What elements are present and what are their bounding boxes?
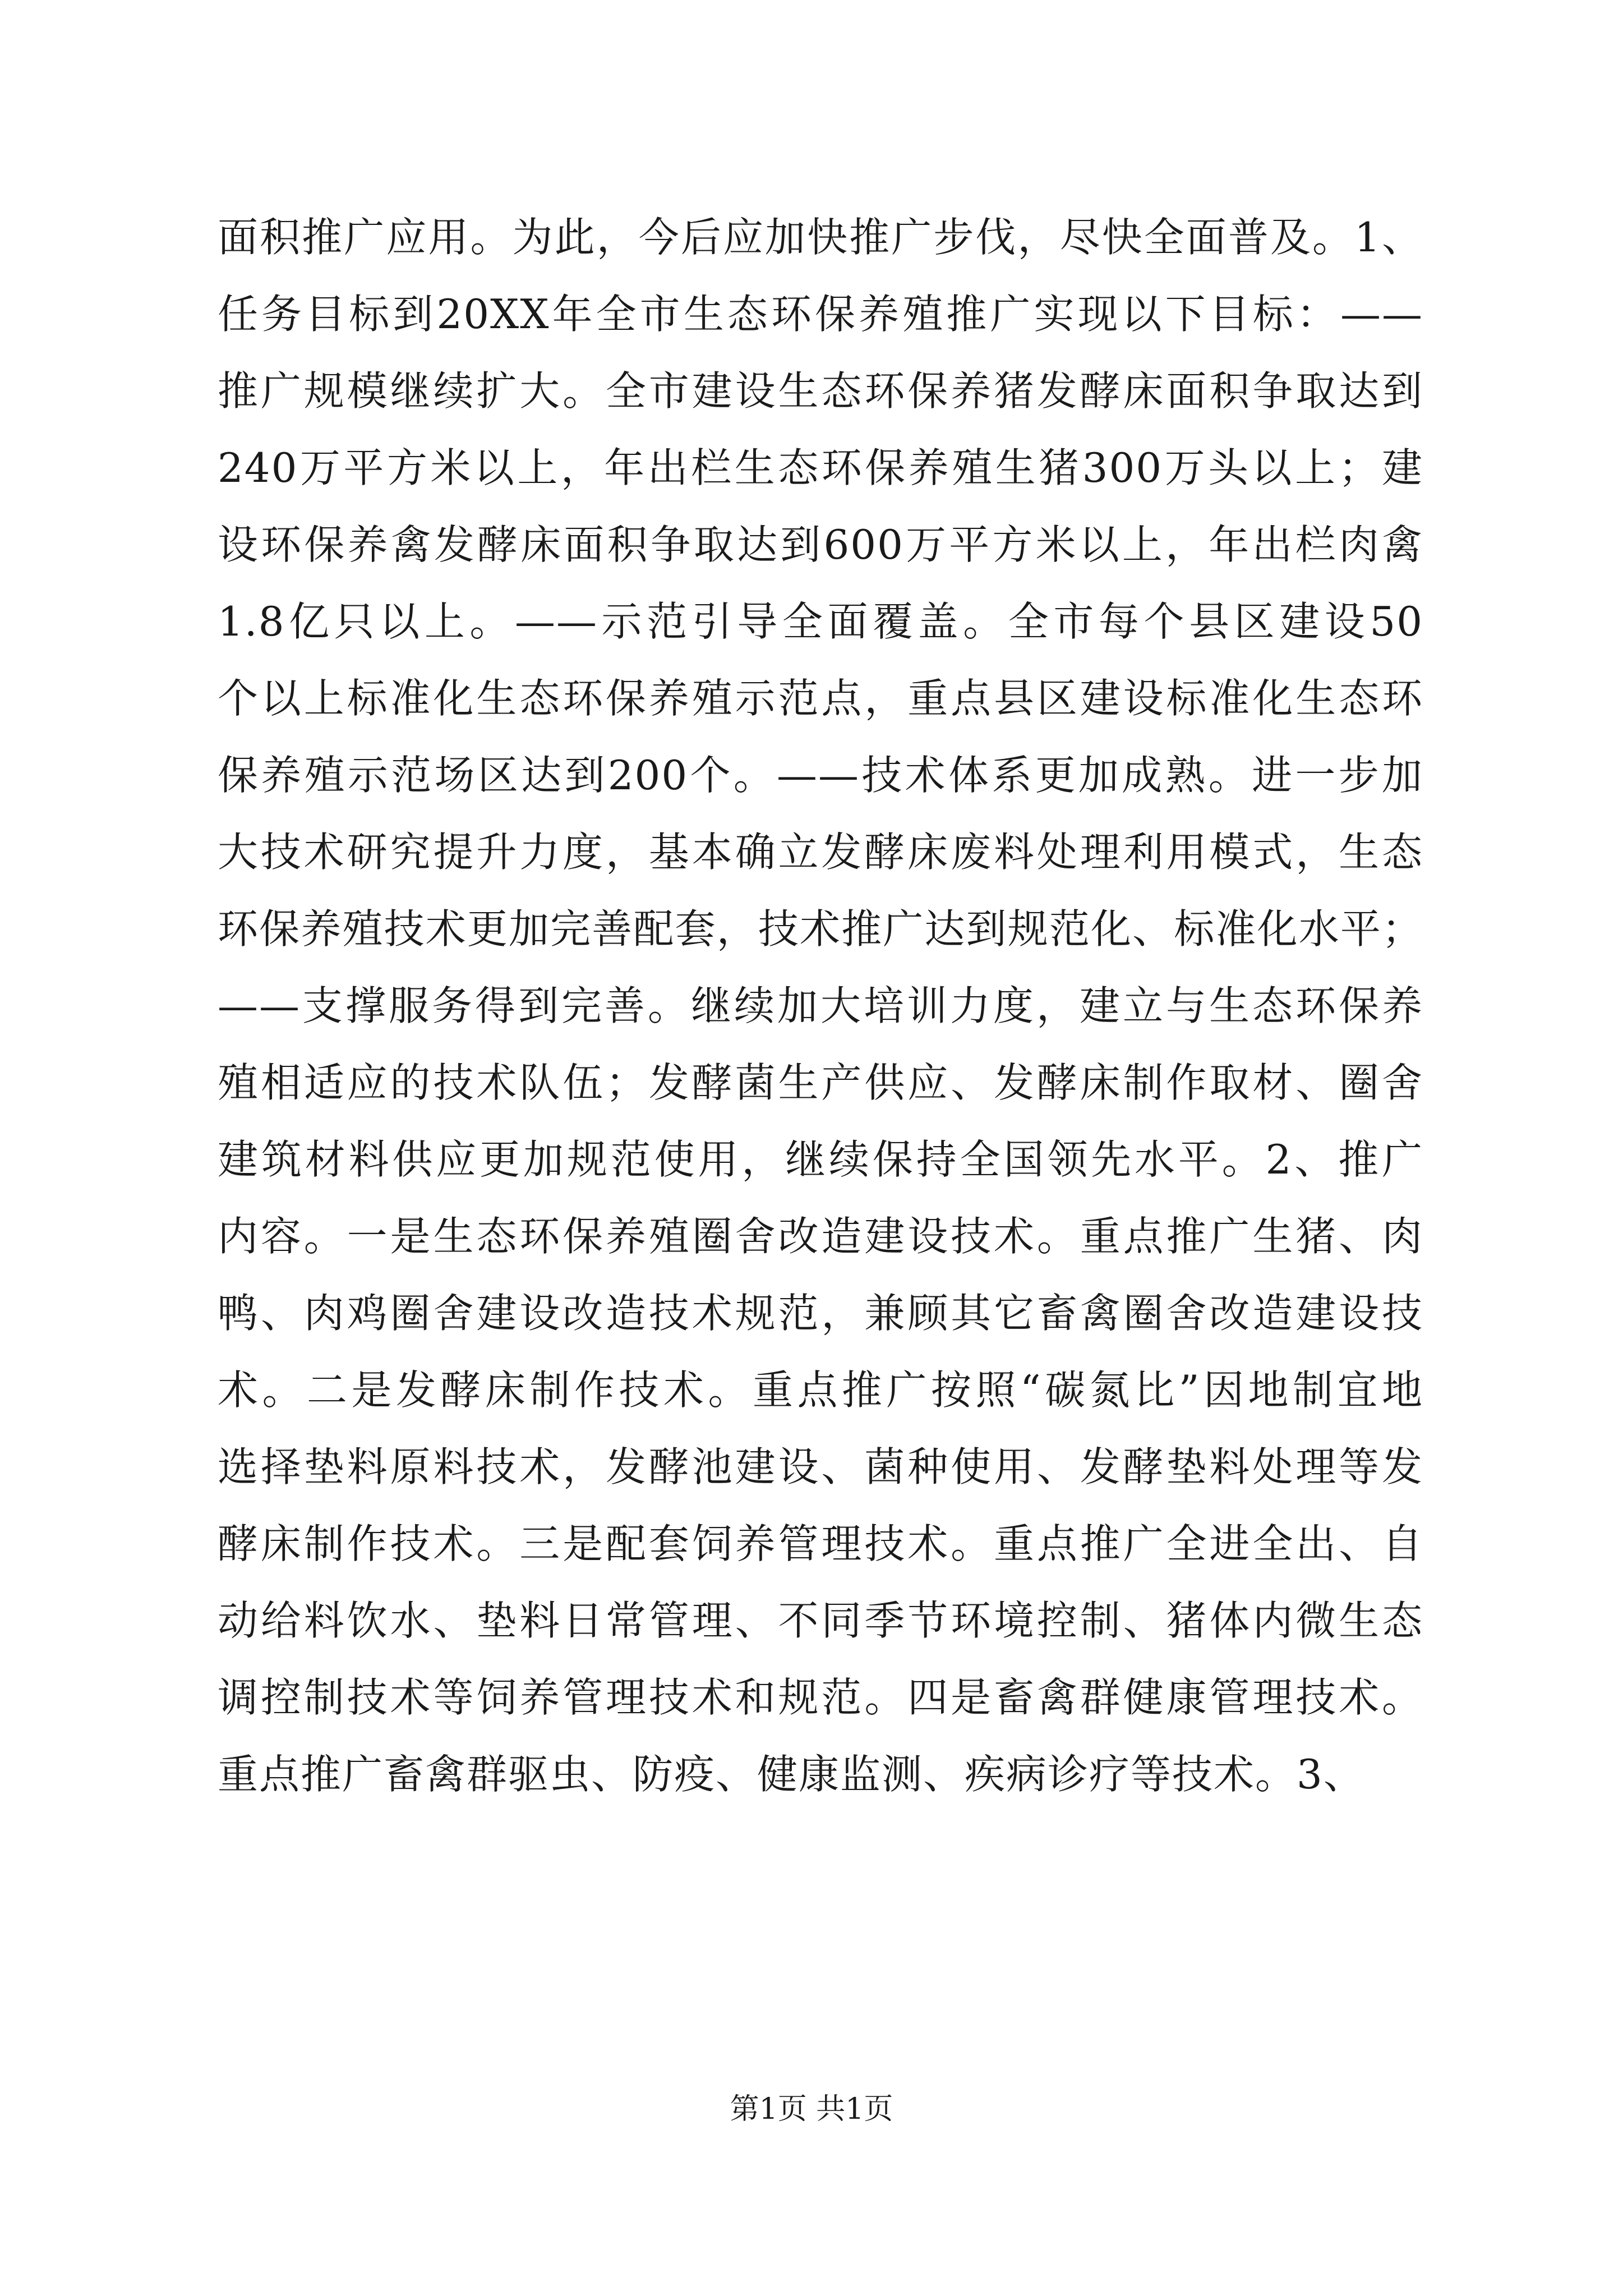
text-line-2: 任务目标到20XX年全市生态环保养殖推广实现以下目标：—— <box>218 291 1423 338</box>
text-line-9: 大技术研究提升力度，基本确立发酵床废料处理利用模式，生态 <box>218 829 1423 876</box>
text-line-4: 240万平方米以上，年出栏生态环保养殖生猪300万头以上；建 <box>218 444 1423 491</box>
text-line-14: 内容。一是生态环保养殖圈舍改造建设技术。重点推广生猪、肉 <box>218 1213 1423 1260</box>
text-line-16: 术。二是发酵床制作技术。重点推广按照“碳氮比”因地制宜地 <box>218 1366 1423 1414</box>
text-line-17: 选择垫料原料技术，发酵池建设、菌种使用、发酵垫料处理等发 <box>218 1443 1423 1490</box>
text-line-21: 重点推广畜禽群驱虫、防疫、健康监测、疾病诊疗等技术。3、 <box>218 1751 1365 1798</box>
text-line-10: 环保养殖技术更加完善配套，技术推广达到规范化、标准化水平； <box>218 905 1423 953</box>
page-footer <box>0 2090 1623 2129</box>
body-paragraph <box>218 199 1423 1813</box>
text-line-7: 个以上标准化生态环保养殖示范点，重点县区建设标准化生态环 <box>218 675 1423 722</box>
text-line-8: 保养殖示范场区达到200个。——技术体系更加成熟。进一步加 <box>218 752 1423 799</box>
text-line-1: 面积推广应用。为此，今后应加快推广步伐，尽快全面普及。1、 <box>218 214 1423 261</box>
text-line-12: 殖相适应的技术队伍；发酵菌生产供应、发酵床制作取材、圈舍 <box>218 1059 1423 1106</box>
text-line-18: 酵床制作技术。三是配套饲养管理技术。重点推广全进全出、自 <box>218 1520 1423 1567</box>
text-line-15: 鸭、肉鸡圈舍建设改造技术规范，兼顾其它畜禽圈舍改造建设技 <box>218 1290 1423 1337</box>
page-number-label: 第1页 共1页 <box>730 2092 893 2126</box>
text-line-11: ——支撑服务得到完善。继续加大培训力度，建立与生态环保养 <box>218 982 1423 1029</box>
text-line-5: 设环保养禽发酵床面积争取达到600万平方米以上，年出栏肉禽 <box>218 521 1423 568</box>
text-line-6: 1.8亿只以上。——示范引导全面覆盖。全市每个县区建设50 <box>218 598 1423 645</box>
text-line-19: 动给料饮水、垫料日常管理、不同季节环境控制、猪体内微生态 <box>218 1597 1423 1644</box>
text-line-13: 建筑材料供应更加规范使用，继续保持全国领先水平。2、推广 <box>218 1136 1423 1183</box>
text-line-20: 调控制技术等饲养管理技术和规范。四是畜禽群健康管理技术。 <box>218 1674 1423 1721</box>
text-line-3: 推广规模继续扩大。全市建设生态环保养猪发酵床面积争取达到 <box>218 367 1423 415</box>
